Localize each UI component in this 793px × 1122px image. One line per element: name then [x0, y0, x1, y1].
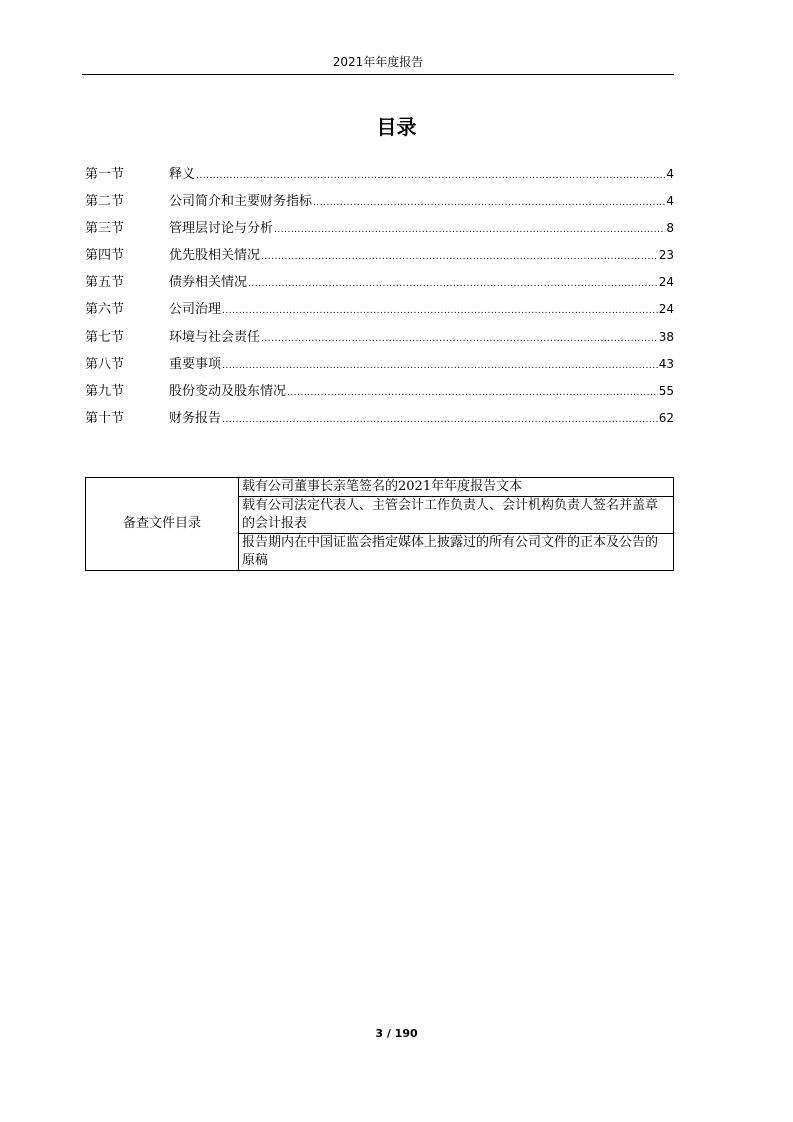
toc-page-number: 62 [658, 410, 674, 425]
toc-leader-dots [222, 407, 658, 434]
page-title: 目录 [376, 115, 417, 139]
toc-entry[interactable] [85, 242, 674, 269]
toc-page-number: 23 [658, 248, 674, 263]
toc-section-number: 第九节 [85, 383, 125, 399]
toc-section-number: 第八节 [85, 356, 125, 372]
toc-section-number: 第二节 [85, 194, 125, 210]
toc-section-name: 公司简介和主要财务指标 [169, 194, 313, 210]
toc-section-number: 第一节 [85, 167, 125, 182]
toc-entry[interactable] [85, 161, 674, 188]
toc-section-name: 管理层讨论与分析 [169, 221, 274, 237]
toc-leader-dots [261, 326, 658, 353]
reference-documents-table [85, 477, 674, 571]
reference-document-item: 报告期内在中国证监会指定媒体上披露过的所有公司文件的正本及公告的原稿 [239, 534, 674, 571]
toc-page-number: 38 [658, 329, 674, 344]
toc-section-number: 第四节 [85, 248, 125, 264]
toc-section-name: 优先股相关情况 [169, 248, 261, 264]
toc-section-number: 第七节 [85, 329, 125, 345]
toc-leader-dots [287, 380, 658, 407]
toc-entry[interactable] [85, 296, 674, 323]
header-title: 2021年年度报告 [332, 55, 424, 69]
toc-entry[interactable] [85, 351, 674, 378]
toc-leader-dots [222, 353, 658, 380]
toc-page-number: 8 [666, 221, 674, 236]
toc-section-number: 第十节 [85, 410, 125, 426]
toc-section-name: 环境与社会责任 [169, 329, 261, 345]
toc-section-name: 债券相关情况 [169, 275, 248, 291]
toc-leader-dots [261, 244, 658, 271]
reference-document-item: 载有公司董事长亲笔签名的2021年年度报告文本 [239, 478, 674, 497]
toc-section-name: 股份变动及股东情况 [169, 383, 287, 399]
page-header [82, 55, 674, 75]
toc-entry[interactable] [85, 378, 674, 405]
toc-leader-dots [313, 190, 665, 217]
reference-documents-label: 备查文件目录 [86, 478, 239, 571]
toc-page-number: 24 [658, 275, 674, 290]
toc-entry[interactable] [85, 215, 674, 242]
toc-section-name: 公司治理 [169, 302, 222, 318]
toc-leader-dots [222, 298, 658, 325]
table-row [86, 478, 674, 497]
toc-entry[interactable] [85, 188, 674, 215]
toc-leader-dots [248, 271, 658, 298]
page-number: 3 / 190 [375, 1027, 418, 1040]
toc-page-number: 24 [658, 302, 674, 317]
table-of-contents [85, 161, 674, 432]
toc-section-number: 第六节 [85, 302, 125, 318]
toc-entry[interactable] [85, 405, 674, 432]
toc-leader-dots [196, 163, 665, 190]
toc-section-name: 释义 [169, 167, 196, 182]
toc-page-number: 43 [658, 356, 674, 371]
toc-page-number: 55 [658, 383, 674, 398]
toc-entry[interactable] [85, 269, 674, 296]
toc-section-name: 财务报告 [169, 410, 222, 426]
reference-document-item: 载有公司法定代表人、主管会计工作负责人、会计机构负责人签名并盖章的会计报表 [239, 497, 674, 534]
toc-page-number: 4 [666, 167, 674, 181]
toc-entry[interactable] [85, 324, 674, 351]
toc-page-number: 4 [666, 194, 674, 209]
toc-leader-dots [274, 217, 665, 244]
toc-section-number: 第三节 [85, 221, 125, 237]
toc-section-name: 重要事项 [169, 356, 222, 372]
toc-section-number: 第五节 [85, 275, 125, 291]
